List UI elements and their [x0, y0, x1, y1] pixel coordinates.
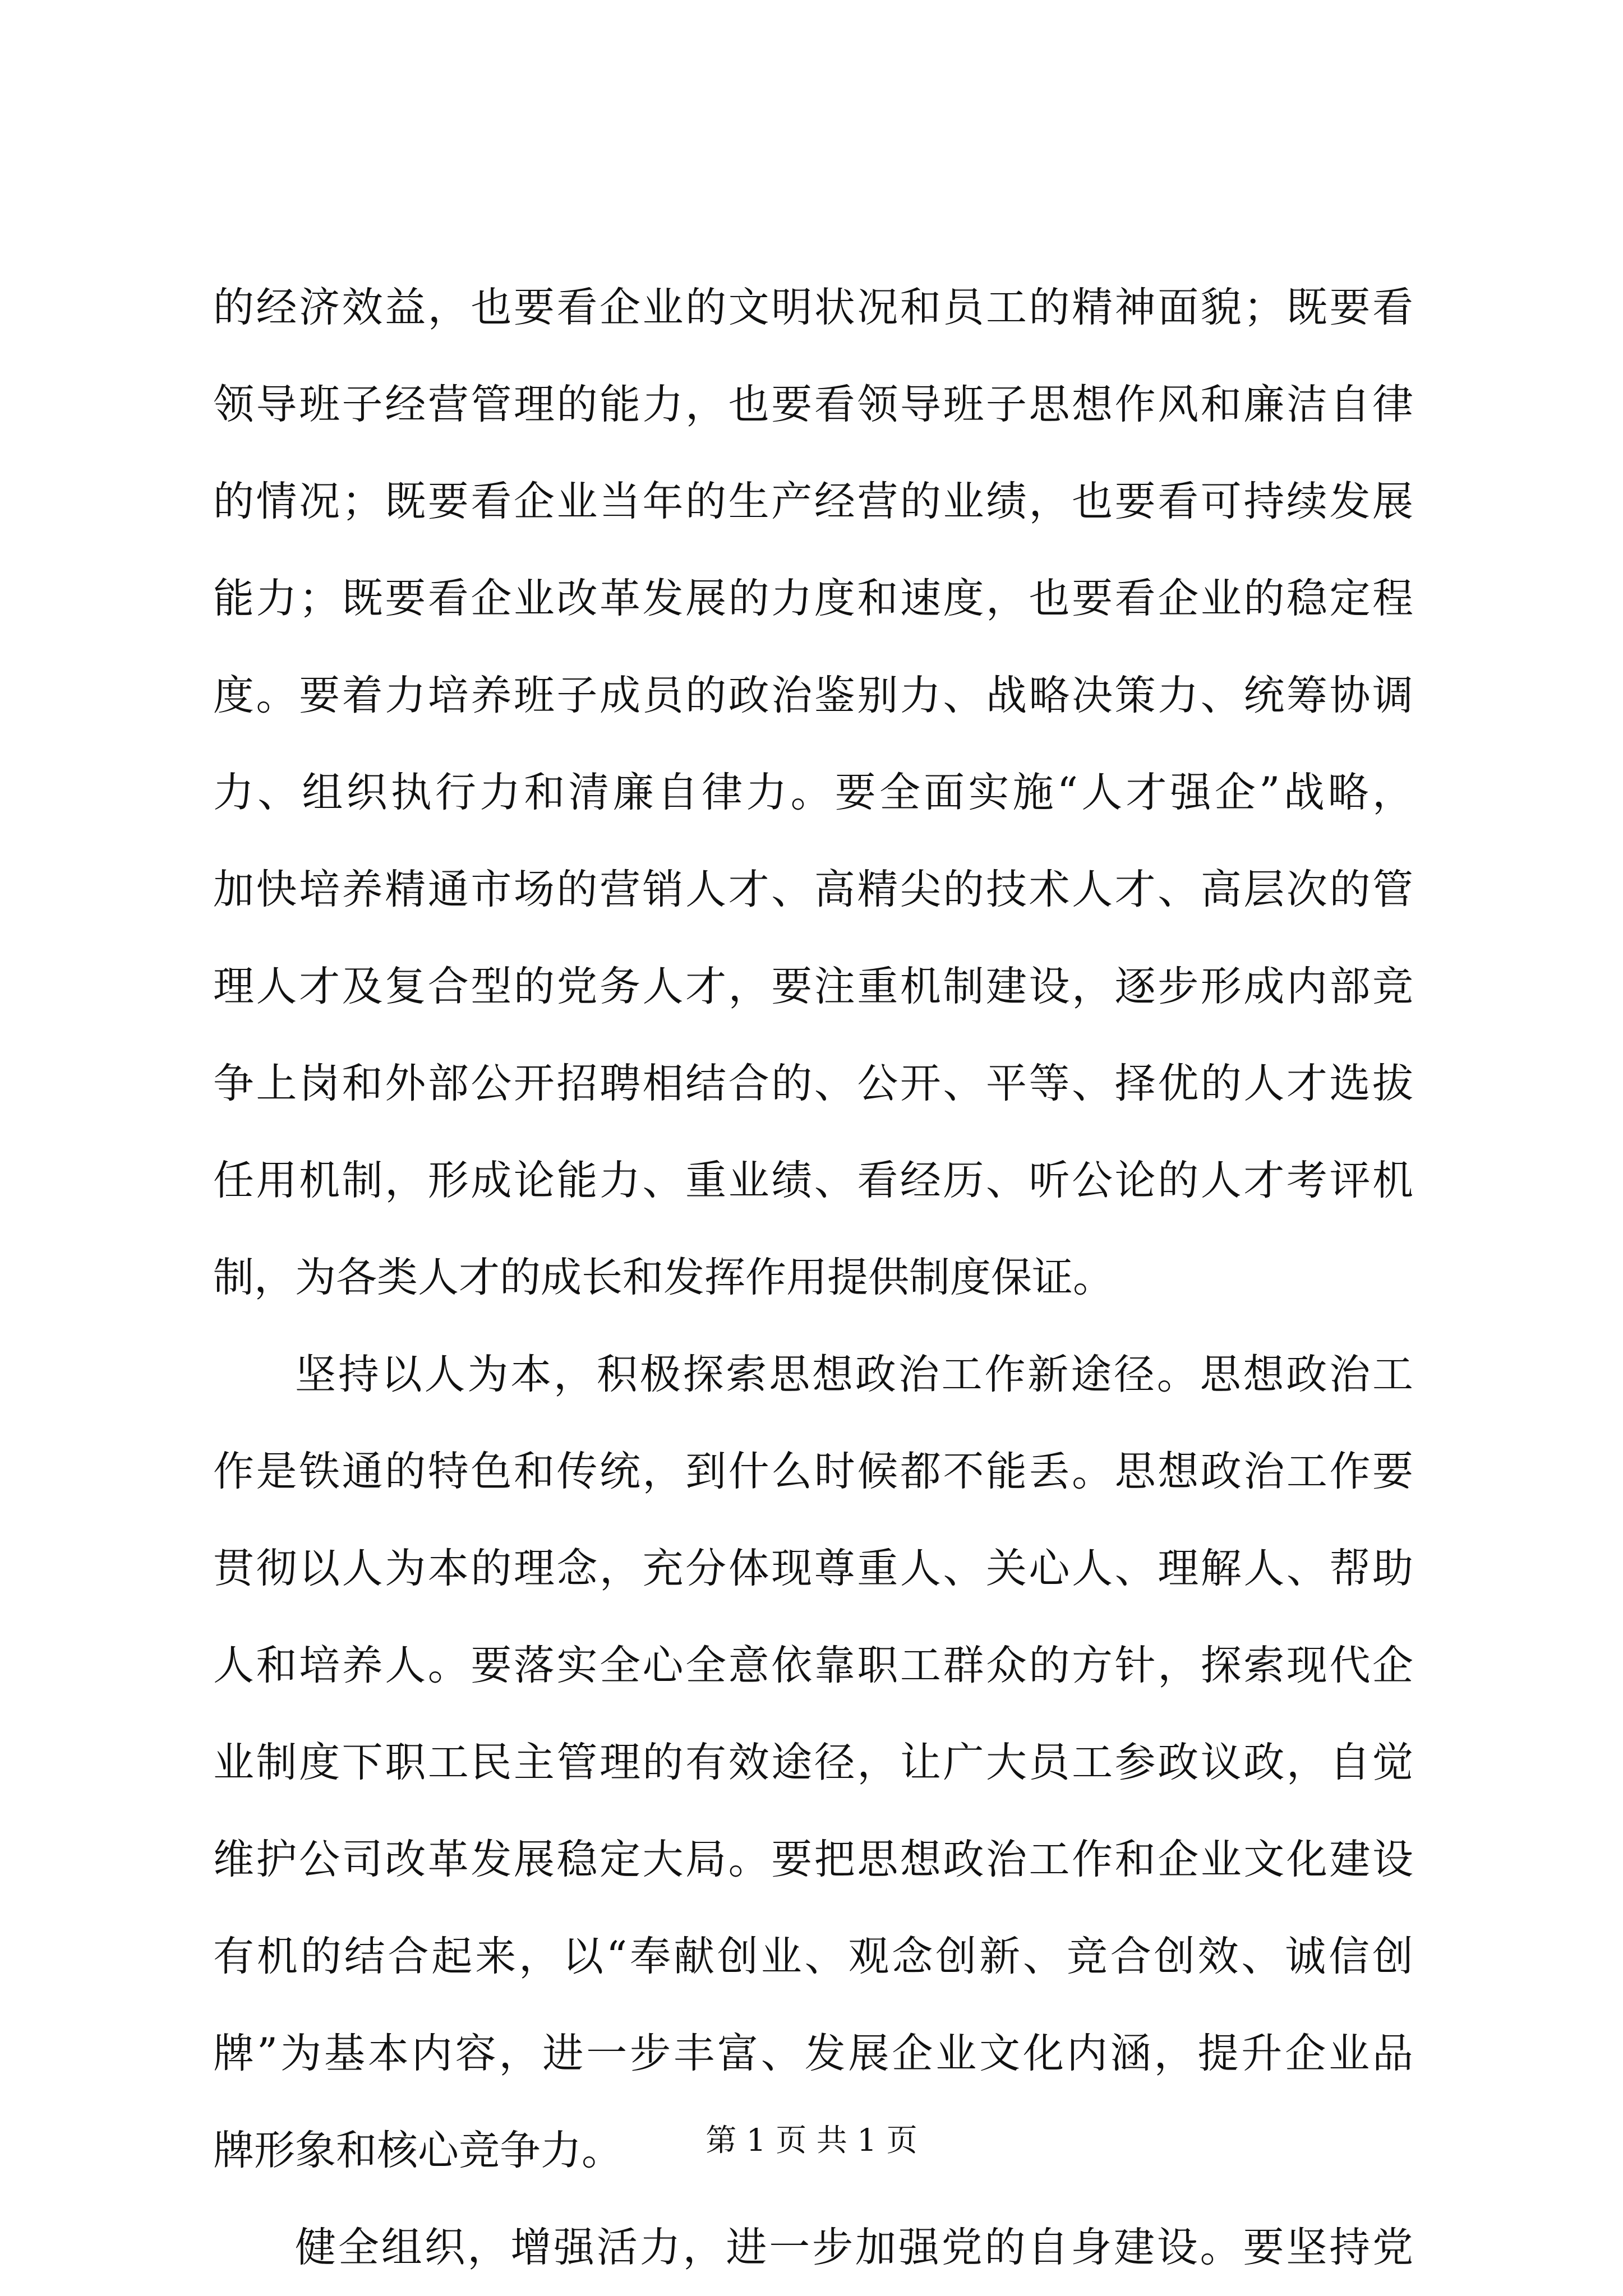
text-line: 力、组织执行力和清廉自律力。要全面实施“人才强企”战略，: [213, 769, 1413, 816]
text-line: 人和培养人。要落实全心全意依靠职工群众的方针，探索现代企: [213, 1642, 1413, 1689]
text-line: 的经济效益，也要看企业的文明状况和员工的精神面貌；既要看: [213, 284, 1413, 331]
paragraph-end-line: 牌形象和核心竞争力。: [213, 2127, 623, 2174]
text-line: 理人才及复合型的党务人才，要注重机制建设，逐步形成内部竞: [213, 963, 1413, 1010]
text-line: 业制度下职工民主管理的有效途径，让广大员工参政议政，自觉: [213, 1739, 1413, 1786]
text-line: 牌”为基本内容，进一步丰富、发展企业文化内涵，提升企业品: [213, 2030, 1413, 2077]
page-footer: 第 1 页 共 1 页: [706, 2122, 917, 2158]
text-line: 度。要着力培养班子成员的政治鉴别力、战略决策力、统筹协调: [213, 672, 1413, 719]
document-body: [213, 259, 1413, 2296]
paragraph-first-line: 健全组织，增强活力，进一步加强党的自身建设。要坚持党: [295, 2224, 1413, 2271]
paragraph-end-line: 制，为各类人才的成长和发挥作用提供制度保证。: [213, 1254, 1114, 1301]
text-line: 的情况；既要看企业当年的生产经营的业绩，也要看可持续发展: [213, 478, 1413, 525]
paragraph-first-line: 坚持以人为本，积极探索思想政治工作新途径。思想政治工: [295, 1351, 1413, 1398]
text-line: 争上岗和外部公开招聘相结合的、公开、平等、择优的人才选拔: [213, 1060, 1413, 1107]
text-line: 作是铁通的特色和传统，到什么时候都不能丢。思想政治工作要: [213, 1448, 1413, 1495]
text-line: 能力；既要看企业改革发展的力度和速度，也要看企业的稳定程: [213, 575, 1413, 622]
text-line: 贯彻以人为本的理念，充分体现尊重人、关心人、理解人、帮助: [213, 1545, 1413, 1592]
text-line: 维护公司改革发展稳定大局。要把思想政治工作和企业文化建设: [213, 1836, 1413, 1883]
text-line: 领导班子经营管理的能力，也要看领导班子思想作风和廉洁自律: [213, 381, 1413, 428]
text-line: 有机的结合起来，以“奉献创业、观念创新、竞合创效、诚信创: [213, 1933, 1413, 1980]
text-line: 加快培养精通市场的营销人才、高精尖的技术人才、高层次的管: [213, 866, 1413, 913]
text-line: 任用机制，形成论能力、重业绩、看经历、听公论的人才考评机: [213, 1157, 1413, 1204]
